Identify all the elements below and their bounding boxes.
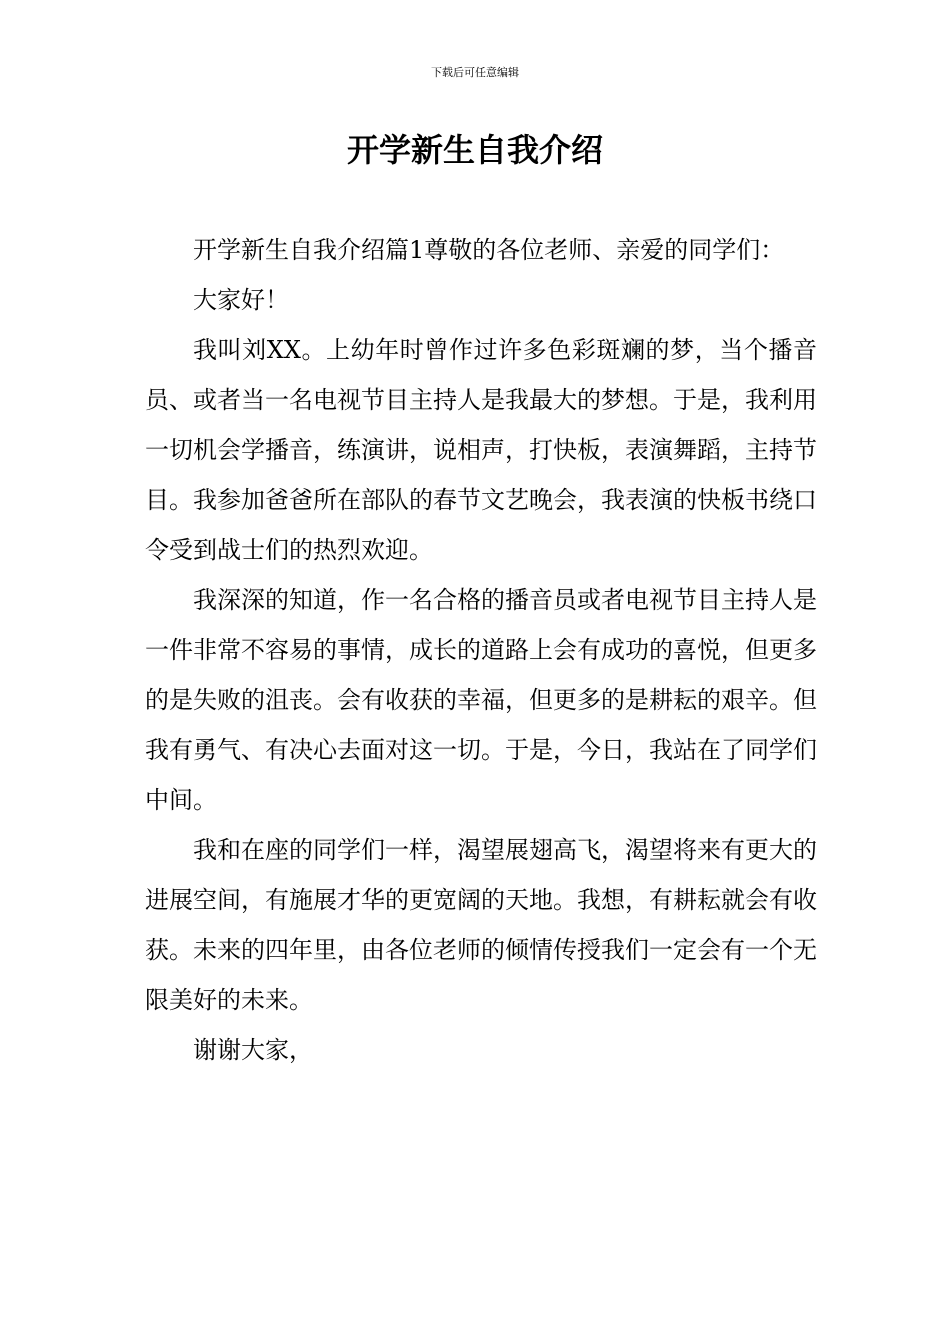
paragraph-thanks: 谢谢大家， [193,1036,313,1064]
document-title: 开学新生自我介绍 [346,131,603,169]
document-body [145,225,817,1075]
paragraph-hello: 大家好！ [193,286,289,314]
paragraph-future: 我和在座的同学们一样，渴望展翅高飞，渴望将来有更大的进展空间，有施展才华的更宽阔的天地。我想，有耕耘就会有收获。未来的四年里，由各位老师的倾情传授我们一定会有一个无限美好的未来。 [145,836,817,1014]
paragraph-greeting: 开学新生自我介绍篇1尊敬的各位老师、亲爱的同学们： [193,236,785,264]
header-note: 下载后可任意编辑 [431,66,519,79]
paragraph-aspiration: 我深深的知道，作一名合格的播音员或者电视节目主持人是一件非常不容易的事情，成长的道路上会有成功的喜悦，但更多的是失败的沮丧。会有收获的幸福，但更多的是耕耘的艰辛。但我有勇气、有决心去面对这一切。于是，今日，我站在了同学们中间。 [145,586,817,814]
paragraph-intro: 我叫刘XX。上幼年时曾作过许多色彩斑斓的梦，当个播音员、或者当一名电视节目主持人是我最大的梦想。于是，我利用一切机会学播音，练演讲，说相声，打快板，表演舞蹈，主持节目。我参加爸爸所在部队的春节文艺晚会，我表演的快板书绕口令受到战士们的热烈欢迎。 [145,336,817,564]
